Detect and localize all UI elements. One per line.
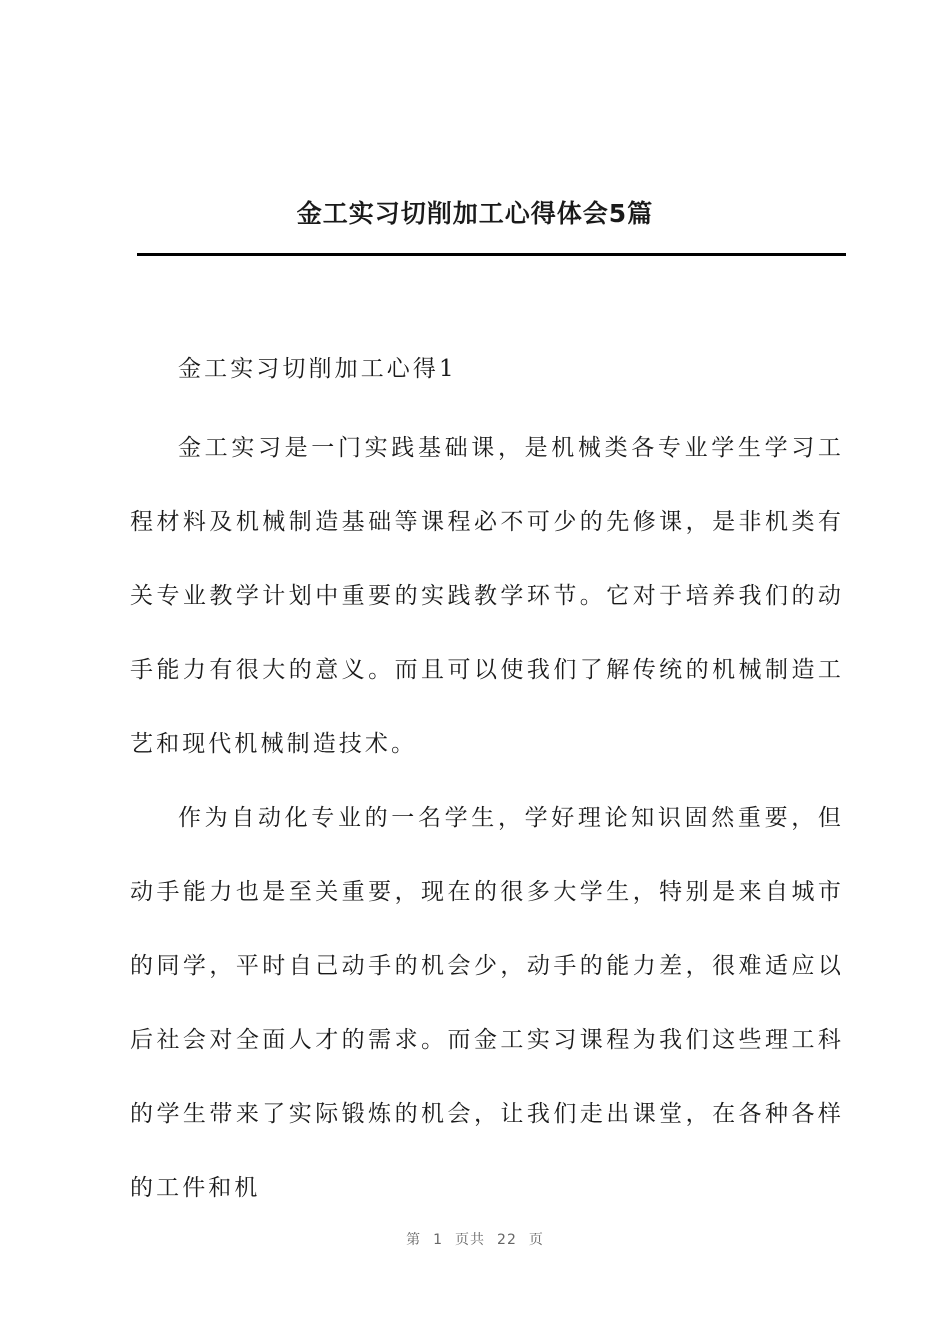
document-title: 金工实习切削加工心得体会5篇 (296, 199, 654, 228)
footer-page-number: 1 (433, 1232, 444, 1248)
page-footer (0, 1229, 950, 1249)
document-body (130, 411, 844, 1225)
footer-mid: 页共 (455, 1232, 486, 1248)
title-underline (137, 253, 846, 256)
footer-prefix: 第 (406, 1232, 422, 1248)
paragraph-1: 金工实习是一门实践基础课，是机械类各专业学生学习工程材料及机械制造基础等课程必不可少的先修课，是非机类有关专业教学计划中重要的实践教学环节。它对于培养我们的动手能力有很大的意义。而且可以使我们了解传统的机械制造工艺和现代机械制造技术。 (130, 435, 844, 757)
paragraph-2: 作为自动化专业的一名学生，学好理论知识固然重要，但动手能力也是至关重要，现在的很多大学生，特别是来自城市的同学，平时自己动手的机会少，动手的能力差，很难适应以后社会对全面人才的需求。而金工实习课程为我们这些理工科的学生带来了实际锻炼的机会，让我们走出课堂，在各种各样的工件和机 (130, 805, 844, 1201)
footer-suffix: 页 (528, 1232, 544, 1248)
section-heading: 金工实习切削加工心得1 (178, 356, 457, 382)
footer-total-pages: 22 (497, 1232, 517, 1248)
